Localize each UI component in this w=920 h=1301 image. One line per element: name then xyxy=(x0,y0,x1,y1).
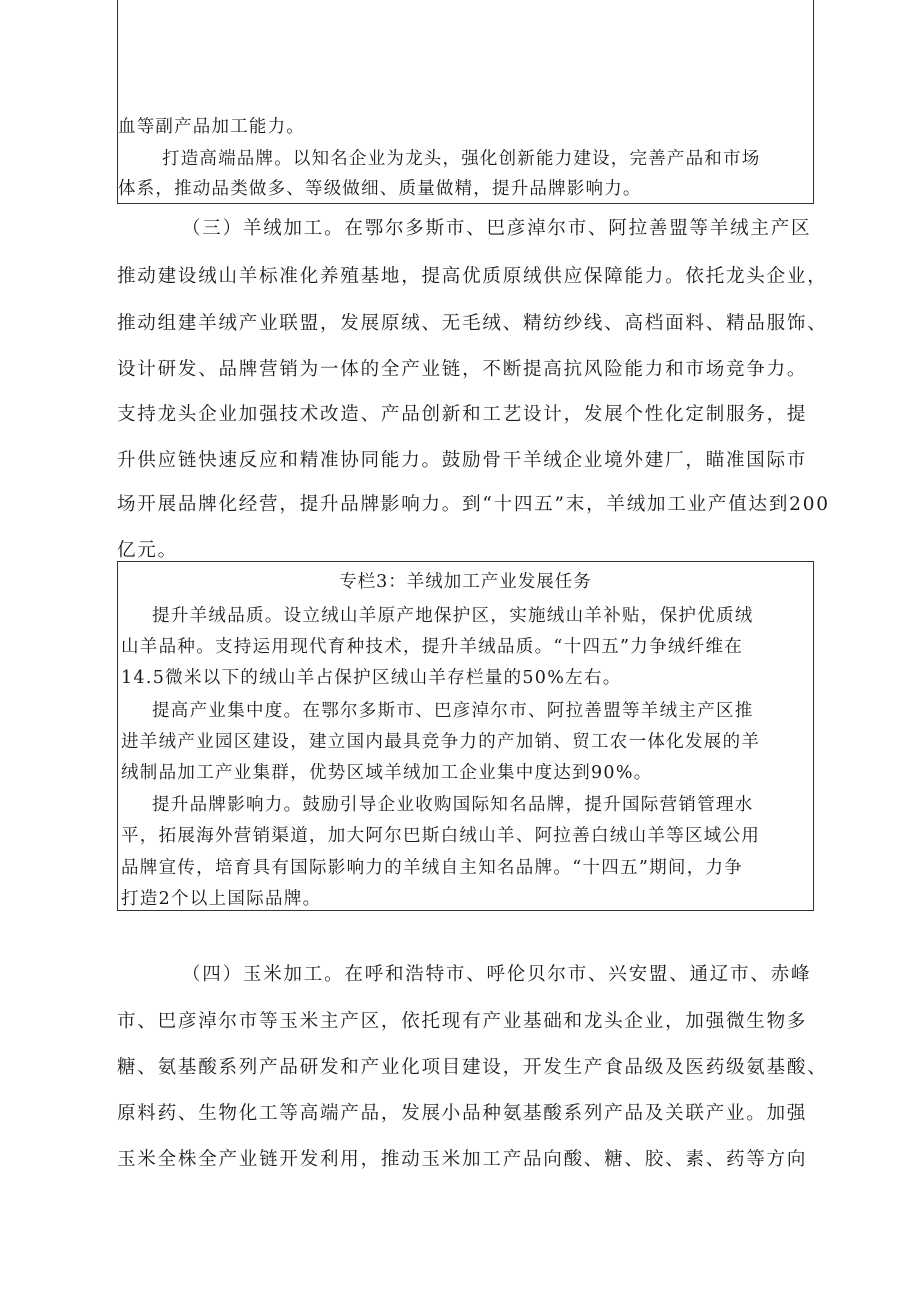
special-line-2: 山羊品种。支持运用现代育种技术，提升羊绒品质。“十四五”力争绒纤维在 xyxy=(121,637,744,657)
top-box-line-3: 体系，推动品类做多、等级做细、质量做精，提升品牌影响力。 xyxy=(118,179,642,199)
special-line-9: 品牌宣传，培育具有国际影响力的羊绒自主知名品牌。“十四五”期间，力争 xyxy=(121,858,744,878)
special-line-4: 提高产业集中度。在鄂尔多斯市、巴彦淖尔市、阿拉善盟等羊绒主产区推 xyxy=(152,701,754,721)
special-column-box xyxy=(117,561,814,911)
section-4-line-4: 原料药、生物化工等高端产品，发展小品种氨基酸系列产品及关联产业。加强 xyxy=(117,1103,808,1124)
special-line-1: 提升羊绒品质。设立绒山羊原产地保护区，实施绒山羊补贴，保护优质绒 xyxy=(152,606,754,626)
section-3-line-7: 场开展品牌化经营，提升品牌影响力。到“十四五”末，羊绒加工业产值达到200 xyxy=(117,494,830,515)
section-3-line-4: 设计研发、品牌营销为一体的全产业链，不断提高抗风险能力和市场竞争力。 xyxy=(117,359,808,380)
special-line-7: 提升品牌影响力。鼓励引导企业收购国际知名品牌，提升国际营销管理水 xyxy=(152,795,754,815)
special-line-10: 打造2个以上国际品牌。 xyxy=(121,889,322,909)
continued-text-box xyxy=(117,0,814,204)
section-3-line-1: （三）羊绒加工。在鄂尔多斯市、巴彦淖尔市、阿拉善盟等羊绒主产区 xyxy=(182,218,812,239)
section-3-line-8: 亿元。 xyxy=(117,540,178,561)
section-4-line-1: （四）玉米加工。在呼和浩特市、呼伦贝尔市、兴安盟、通辽市、赤峰 xyxy=(182,964,812,985)
section-4-line-5: 玉米全株全产业链开发利用，推动玉米加工产品向酸、糖、胶、素、药等方向 xyxy=(117,1149,808,1170)
section-3-line-2: 推动建设绒山羊标准化养殖基地，提高优质原绒供应保障能力。依托龙头企业， xyxy=(117,266,828,287)
top-box-line-2: 打造高端品牌。以知名企业为龙头，强化创新能力建设，完善产品和市场 xyxy=(162,149,761,169)
section-4-line-3: 糖、氨基酸系列产品研发和产业化项目建设，开发生产食品级及医药级氨基酸、 xyxy=(117,1057,828,1078)
special-line-3: 14.5微米以下的绒山羊占保护区绒山羊存栏量的50%左右。 xyxy=(121,668,622,688)
section-3-line-6: 升供应链快速反应和精准协同能力。鼓励骨干羊绒企业境外建厂，瞄准国际市 xyxy=(117,450,808,471)
special-line-8: 平，拓展海外营销渠道，加大阿尔巴斯白绒山羊、阿拉善白绒山羊等区域公用 xyxy=(121,826,761,846)
special-column-title: 专栏3：羊绒加工产业发展任务 xyxy=(339,572,592,592)
section-4-line-2: 市、巴彦淖尔市等玉米主产区，依托现有产业基础和龙头企业，加强微生物多 xyxy=(117,1011,808,1032)
special-line-6: 绒制品加工产业集群，优势区域羊绒加工企业集中度达到90%。 xyxy=(121,763,653,783)
section-3-line-3: 推动组建羊绒产业联盟，发展原绒、无毛绒、精纺纱线、高档面料、精品服饰、 xyxy=(117,313,828,334)
section-3-line-5: 支持龙头企业加强技术改造、产品创新和工艺设计，发展个性化定制服务，提 xyxy=(117,404,808,425)
special-line-5: 进羊绒产业园区建设，建立国内最具竞争力的产加销、贸工农一体化发展的羊 xyxy=(121,732,761,752)
top-box-line-1: 血等副产品加工能力。 xyxy=(118,117,305,137)
